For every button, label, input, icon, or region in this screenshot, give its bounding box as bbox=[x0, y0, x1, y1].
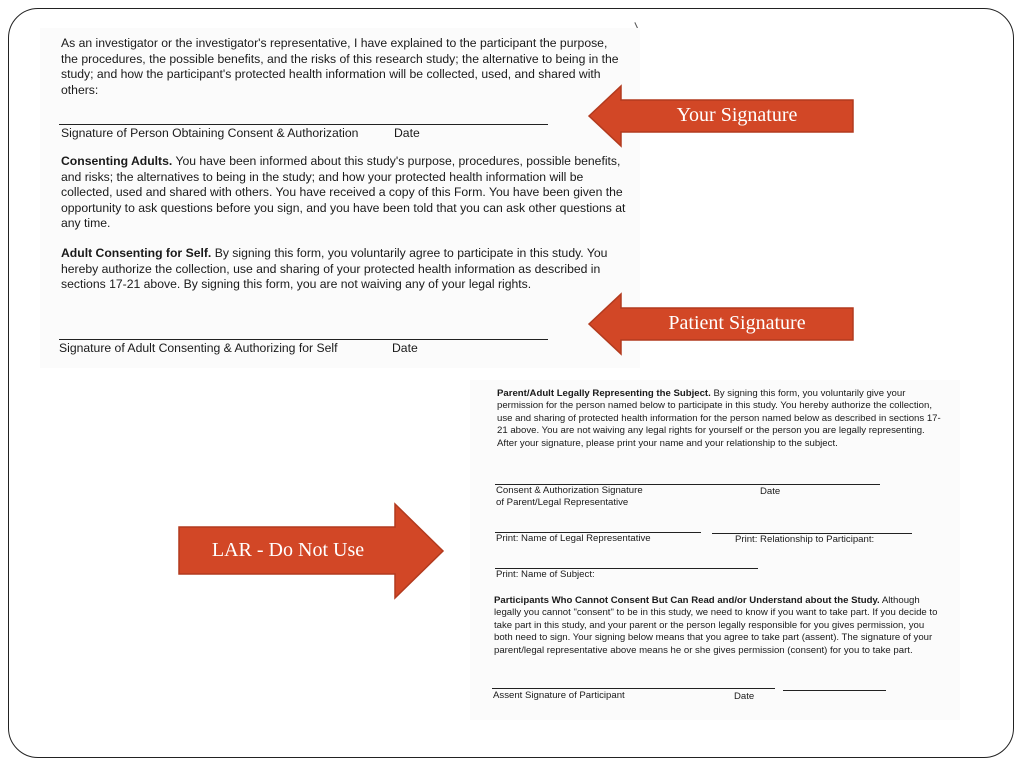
lar-arrow bbox=[177, 502, 445, 600]
consenting-adults-heading: Consenting Adults. bbox=[61, 154, 173, 168]
date-label: Date bbox=[394, 126, 420, 140]
assent-signature-line[interactable] bbox=[492, 688, 775, 689]
signature-adult-self-label: Signature of Adult Consenting & Authorizing for Self bbox=[59, 341, 338, 355]
patient-signature-label: Patient Signature bbox=[668, 312, 806, 334]
print-relationship-label: Print: Relationship to Participant: bbox=[735, 534, 875, 545]
signature-obtaining-label: Signature of Person Obtaining Consent & Authorization bbox=[61, 126, 359, 140]
adult-consenting-heading: Adult Consenting for Self. bbox=[61, 246, 212, 260]
date-label: Date bbox=[734, 691, 755, 702]
print-name-legal-rep-label: Print: Name of Legal Representative bbox=[496, 533, 651, 544]
consenting-adults-text: You have been informed about this study's purpose, procedures, possible benefits, and risks; the alternatives to being in the study; and how your protected health information will be collected, used and shared with others. You have received a copy of this Form. You have been given the opportunity to ask questions before you sign, and you have been told that you can ask other questions at any time. bbox=[61, 154, 626, 231]
assent-signature-label: Assent Signature of Participant bbox=[493, 690, 625, 701]
lar-heading: Parent/Adult Legally Representing the Subject. bbox=[497, 388, 711, 399]
assent-paragraph bbox=[494, 595, 944, 657]
patient-signature-arrow bbox=[587, 292, 855, 356]
assent-date-line[interactable] bbox=[783, 690, 886, 691]
your-signature-arrow bbox=[587, 84, 855, 148]
signature-line-adult-self[interactable] bbox=[59, 339, 548, 340]
consent-form-bottom-scan bbox=[470, 380, 960, 720]
adult-consenting-paragraph bbox=[61, 246, 627, 293]
lar-paragraph bbox=[497, 388, 947, 450]
print-subject-name-label: Print: Name of Subject: bbox=[496, 569, 595, 580]
lar-label: LAR - Do Not Use bbox=[211, 539, 365, 561]
consenting-adults-paragraph bbox=[61, 154, 627, 232]
date-label: Date bbox=[392, 341, 418, 355]
adult-consenting-text: By signing this form, you voluntarily agree to participate in this study. You hereby authorize the collection, use and sharing of your protected health information as described in sections 17-21 above. By signing this form, you are not waiving any of your legal rights. bbox=[61, 246, 608, 292]
consent-form-top-scan bbox=[40, 28, 640, 368]
lar-text: By signing this form, you voluntarily give your permission for the person named below to participate in this study. You hereby authorize the collection, use and sharing of protected health information for the person named below as described in sections 17-21 above. You are not waiving any legal rights for yourself or the person you are legally representing. After your signature, please print your name and your relationship to the subject. bbox=[497, 388, 941, 449]
date-label: Date bbox=[760, 486, 781, 497]
consent-sig-label-line1: Consent & Authorization Signature bbox=[496, 485, 643, 496]
consent-sig-label-line2: of Parent/Legal Representative bbox=[496, 497, 629, 508]
assent-heading: Participants Who Cannot Consent But Can Read and/or Understand about the Study. bbox=[494, 595, 880, 606]
investigator-statement: As an investigator or the investigator's representative, I have explained to the participant the purpose, the procedures, the possible benefits, and the risks of this research study; the alternative to being in the study; and how the participant's protected health information will be collected, used, and shared with others: bbox=[61, 36, 619, 97]
signature-line-obtaining-consent[interactable] bbox=[59, 124, 548, 125]
your-signature-label: Your Signature bbox=[676, 104, 798, 126]
assent-text: Although legally you cannot "consent" to be in this study, we need to know if you want to take part. If you decide to take part in this study, and your parent or the person legally responsible for you gives permission, you both need to sign. Your signing below means that you agree to take part (assent). The signature of your parent/legal representative above means he or she gives permission (consent) for you to take part. bbox=[494, 595, 938, 656]
